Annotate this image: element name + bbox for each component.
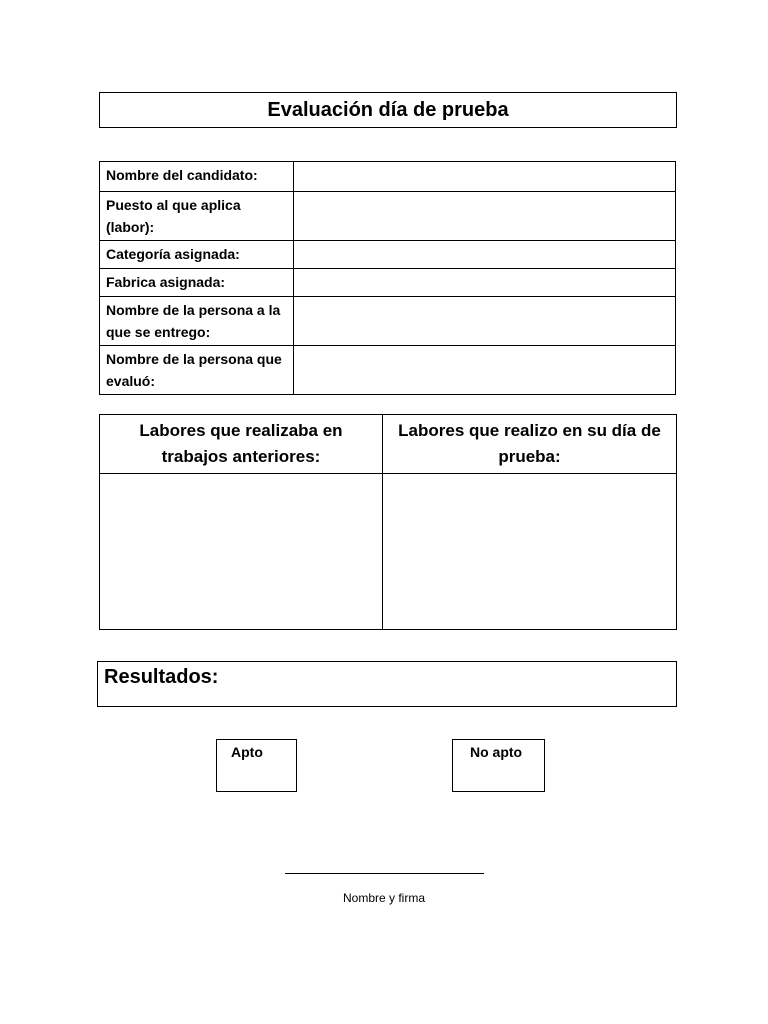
table-row	[100, 269, 676, 297]
category-field[interactable]	[294, 241, 676, 269]
labores-table	[99, 414, 677, 630]
row-label: Nombre del candidato:	[100, 162, 294, 192]
previous-jobs-field[interactable]	[100, 474, 383, 630]
table-header-row	[100, 415, 677, 474]
delivered-to-field[interactable]	[294, 297, 676, 346]
table-row	[100, 297, 676, 346]
trial-day-tasks-header: Labores que realizo en su día de prueba:	[383, 415, 677, 474]
resultados-box	[97, 661, 677, 707]
table-row	[100, 162, 676, 192]
row-label: Puesto al que aplica (labor):	[100, 192, 294, 241]
signature-line	[285, 873, 484, 874]
table-row	[100, 474, 677, 630]
candidate-info-table	[99, 161, 676, 395]
row-label: Nombre de la persona a la que se entrego:	[100, 297, 294, 346]
position-field[interactable]	[294, 192, 676, 241]
document-title-box	[99, 92, 677, 128]
signature-label: Nombre y firma	[342, 891, 425, 905]
no-apto-checkbox[interactable]	[452, 739, 545, 792]
resultados-label: Resultados:	[104, 666, 219, 688]
row-label: Fabrica asignada:	[100, 269, 294, 297]
apto-checkbox[interactable]	[216, 739, 297, 792]
document-title: Evaluación día de prueba	[267, 98, 509, 121]
row-label: Categoría asignada:	[100, 241, 294, 269]
table-row	[100, 346, 676, 395]
apto-label: Apto	[231, 744, 263, 760]
table-row	[100, 241, 676, 269]
row-label: Nombre de la persona que evaluó:	[100, 346, 294, 395]
factory-field[interactable]	[294, 269, 676, 297]
trial-day-tasks-field[interactable]	[383, 474, 677, 630]
candidate-name-field[interactable]	[294, 162, 676, 192]
evaluator-field[interactable]	[294, 346, 676, 395]
table-row	[100, 192, 676, 241]
previous-jobs-header: Labores que realizaba en trabajos anteriores:	[100, 415, 383, 474]
no-apto-label: No apto	[470, 744, 523, 760]
